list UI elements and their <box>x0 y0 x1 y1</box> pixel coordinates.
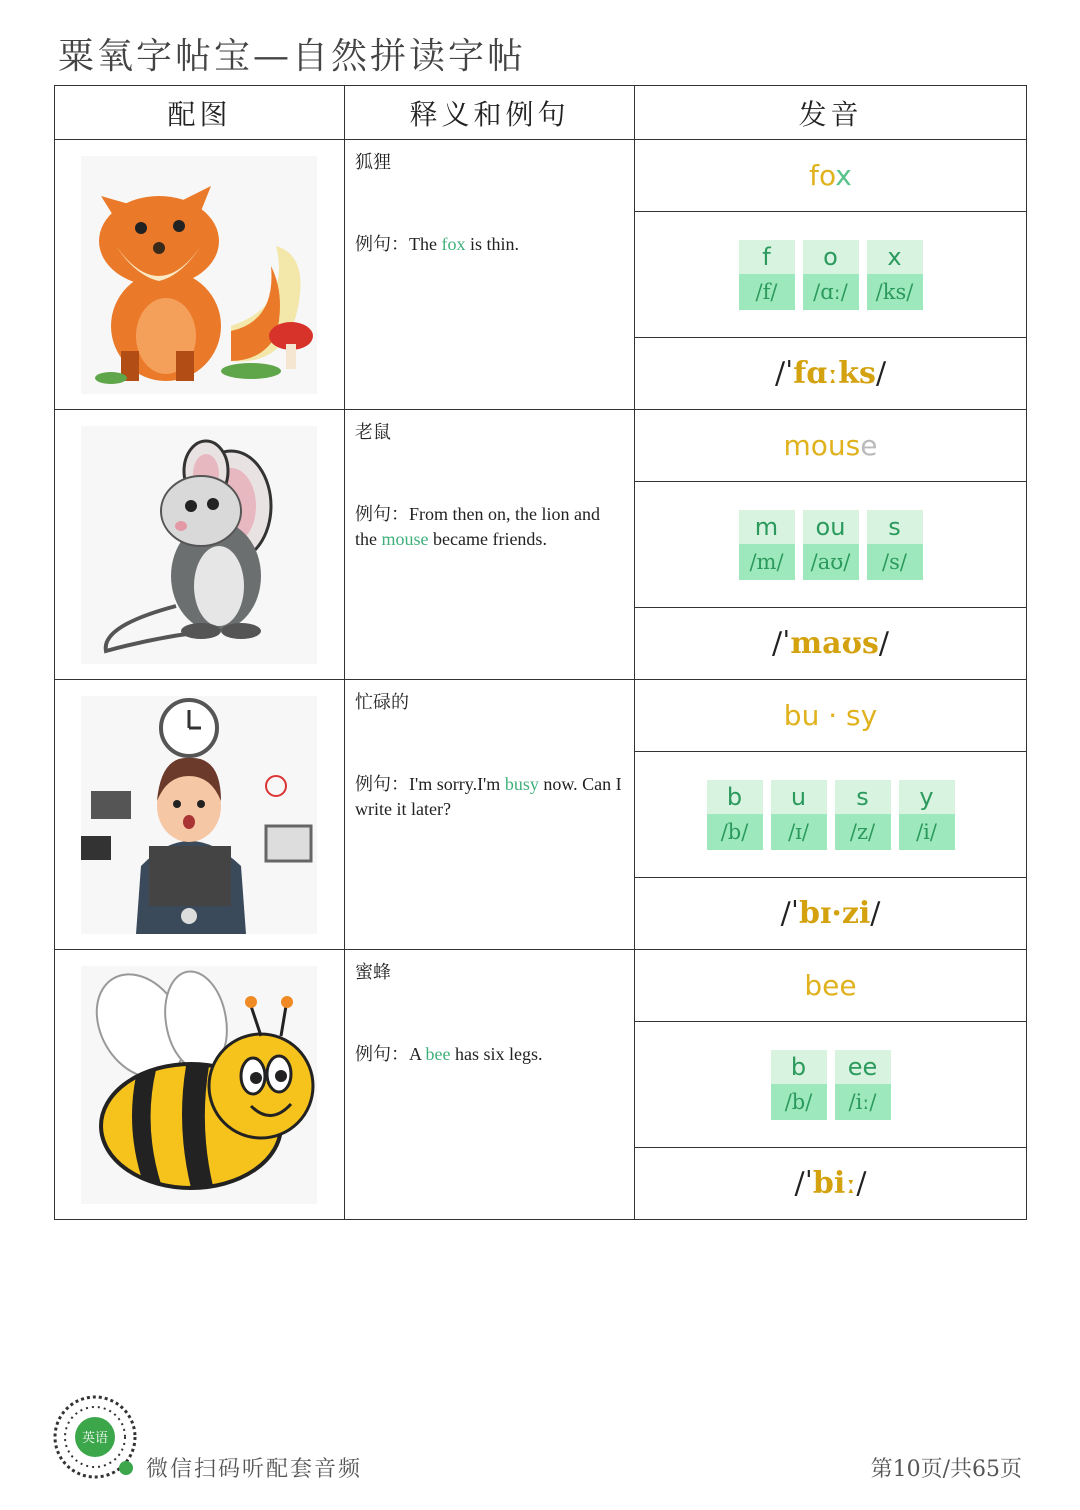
example-text: The <box>409 234 442 254</box>
phonics-tile <box>771 780 827 850</box>
image-cell <box>55 410 345 680</box>
phonics-tile <box>803 510 859 580</box>
busy-illustration <box>81 696 317 934</box>
phonics-cell <box>635 752 1027 878</box>
example-text: I'm sorry.I'm <box>409 774 505 794</box>
example-text: From then on, the lion and the <box>355 504 600 549</box>
meaning-text: 狐狸 <box>355 152 391 173</box>
ipa-open: /ˈ <box>794 1166 813 1201</box>
table-row <box>55 410 1027 482</box>
phonics-tile <box>899 780 955 850</box>
example-label: 例句： <box>355 234 409 255</box>
tile-letter: b <box>707 780 763 814</box>
phonics-tile <box>739 240 795 310</box>
tile-ipa: /ɪ/ <box>771 814 827 850</box>
meaning-text: 蜜蜂 <box>355 962 391 983</box>
example-sentence <box>355 1042 624 1067</box>
tile-ipa: /b/ <box>771 1084 827 1120</box>
tile-letter: s <box>867 510 923 544</box>
ipa-core: bɪ·zi <box>799 896 871 931</box>
phonics-tile <box>835 1050 891 1120</box>
word-part: fo <box>809 159 836 192</box>
ipa-cell <box>635 338 1027 410</box>
example-keyword: fox <box>441 234 466 254</box>
word-cell <box>635 680 1027 752</box>
tile-ipa: /s/ <box>867 544 923 580</box>
meaning-cell <box>345 140 635 410</box>
tile-ipa: /z/ <box>835 814 891 850</box>
tile-letter: ee <box>835 1050 891 1084</box>
tile-letter: u <box>771 780 827 814</box>
ipa-cell <box>635 878 1027 950</box>
fox-illustration <box>81 156 317 394</box>
word-cell <box>635 410 1027 482</box>
tile-letter: o <box>803 240 859 274</box>
tile-letter: m <box>739 510 795 544</box>
phonics-tile <box>803 240 859 310</box>
tile-letter: b <box>771 1050 827 1084</box>
example-text: now. Can I write it later? <box>355 774 622 819</box>
tile-ipa: /iː/ <box>835 1084 891 1120</box>
qr-code-icon[interactable] <box>52 1394 138 1480</box>
phonics-tile <box>707 780 763 850</box>
example-label: 例句： <box>355 774 409 795</box>
ipa-close: / <box>875 356 887 391</box>
tile-ipa: /f/ <box>739 274 795 310</box>
header-pronunciation: 发音 <box>635 86 1027 140</box>
image-cell <box>55 950 345 1220</box>
word-part: bee <box>804 969 857 1002</box>
tile-ipa: /i/ <box>899 814 955 850</box>
example-text: is thin. <box>465 234 519 254</box>
word-cell <box>635 950 1027 1022</box>
ipa-open: /ˈ <box>774 356 794 391</box>
example-label: 例句： <box>355 1044 409 1065</box>
example-sentence <box>355 772 624 821</box>
image-cell <box>55 140 345 410</box>
ipa-open: /ˈ <box>780 896 799 931</box>
phonics-cell <box>635 212 1027 338</box>
bee-illustration <box>81 966 317 1204</box>
word-part: bu · sy <box>783 699 878 732</box>
tile-ipa: /aʊ/ <box>803 544 859 580</box>
tile-letter: x <box>867 240 923 274</box>
ipa-open: /ˈ <box>772 626 791 661</box>
meaning-text: 老鼠 <box>355 422 391 443</box>
phonics-cell <box>635 1022 1027 1148</box>
ipa-close: / <box>878 626 889 661</box>
meaning-cell <box>345 680 635 950</box>
tile-ipa: /ks/ <box>867 274 923 310</box>
tile-letter: y <box>899 780 955 814</box>
ipa-core: maʊs <box>790 626 879 661</box>
example-text: has six legs. <box>450 1044 543 1064</box>
tile-letter: ou <box>803 510 859 544</box>
table-row <box>55 140 1027 212</box>
phonics-cell <box>635 482 1027 608</box>
phonics-tile <box>739 510 795 580</box>
word-part: e <box>860 429 878 462</box>
ipa-cell <box>635 1148 1027 1220</box>
ipa-cell <box>635 608 1027 680</box>
ipa-close: / <box>856 1166 867 1201</box>
page-title: 粟氧字帖宝—自然拼读字帖 <box>58 36 527 77</box>
meaning-cell <box>345 410 635 680</box>
example-keyword: bee <box>425 1044 451 1064</box>
tile-letter: f <box>739 240 795 274</box>
image-cell <box>55 680 345 950</box>
phonics-tile <box>835 780 891 850</box>
example-text: became friends. <box>428 529 547 549</box>
phonics-table <box>54 85 1027 1220</box>
phonics-tile <box>867 510 923 580</box>
tile-ipa: /b/ <box>707 814 763 850</box>
ipa-close: / <box>870 896 881 931</box>
page-indicator: 第10页/共65页 <box>870 1457 1022 1482</box>
example-keyword: busy <box>504 774 539 794</box>
ipa-core: biː <box>812 1166 857 1201</box>
tile-letter: s <box>835 780 891 814</box>
ipa-core: fɑːks <box>793 356 876 391</box>
header-row <box>55 86 1027 140</box>
word-cell <box>635 140 1027 212</box>
mouse-illustration <box>81 426 317 664</box>
word-part: x <box>835 159 852 192</box>
meaning-text: 忙碌的 <box>355 692 409 713</box>
example-sentence <box>355 502 624 551</box>
table-row <box>55 950 1027 1022</box>
tile-ipa: /ɑː/ <box>803 274 859 310</box>
scan-instruction: 微信扫码听配套音频 <box>146 1457 363 1482</box>
tile-ipa: /m/ <box>739 544 795 580</box>
word-part: mous <box>783 429 861 462</box>
qr-badge: 英语 <box>81 1431 109 1446</box>
example-text: A <box>409 1044 426 1064</box>
header-meaning: 释义和例句 <box>345 86 635 140</box>
table-row <box>55 680 1027 752</box>
phonics-tile <box>867 240 923 310</box>
header-image: 配图 <box>55 86 345 140</box>
phonics-tile <box>771 1050 827 1120</box>
meaning-cell <box>345 950 635 1220</box>
example-label: 例句： <box>355 504 409 525</box>
example-sentence <box>355 232 624 257</box>
example-keyword: mouse <box>381 529 429 549</box>
